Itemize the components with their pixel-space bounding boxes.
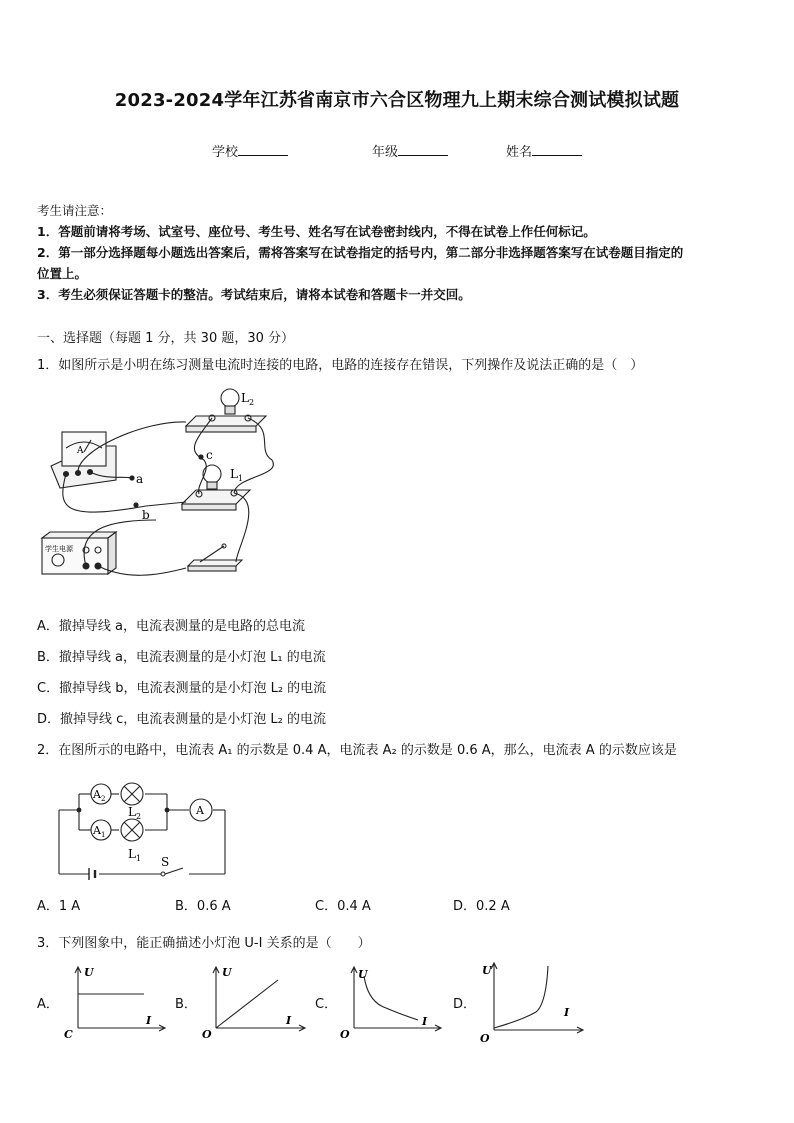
axis-u: U xyxy=(222,966,232,979)
label-meter: A xyxy=(77,446,84,456)
grade-label: 年级 xyxy=(372,145,399,160)
q3-graph-d xyxy=(478,958,588,1044)
origin: C xyxy=(64,1028,73,1041)
q1-option-d: D．撤掉导线 c，电流表测量的是小灯泡 L₂ 的电流 xyxy=(37,712,327,727)
q1-circuit-figure xyxy=(36,380,286,580)
label-a: A xyxy=(196,804,204,817)
page-title: 2023-2024学年江苏省南京市六合区物理九上期末综合测试模拟试题 xyxy=(114,90,680,111)
origin: O xyxy=(340,1028,350,1041)
q2-option-b: B．0.6 A xyxy=(175,899,231,914)
label-s: S xyxy=(161,855,170,869)
notice-heading: 考生请注意： xyxy=(37,203,113,218)
switch-icon xyxy=(188,544,242,571)
label-supply: 学生电源 xyxy=(45,545,73,553)
q1-option-a: A．撤掉导线 a，电流表测量的是电路的总电流 xyxy=(37,619,305,634)
axis-u: U xyxy=(482,964,492,977)
q2-option-d: D．0.2 A xyxy=(453,899,510,914)
label-l2: $L_2$ xyxy=(128,805,142,821)
q2-option-c: C．0.4 A xyxy=(315,899,371,914)
notice-item: 位置上。 xyxy=(37,266,88,281)
label-a1: $A_1$ xyxy=(93,824,106,839)
label-c: c xyxy=(206,448,213,462)
q3-option-a-label: A． xyxy=(37,997,59,1012)
q2-option-a: A．1 A xyxy=(37,899,81,914)
axis-i: I xyxy=(146,1014,152,1027)
school-blank xyxy=(238,143,288,156)
label-b: b xyxy=(142,508,150,522)
axis-i: I xyxy=(422,1015,428,1028)
curve-b xyxy=(216,980,278,1028)
q1-option-c: C．撤掉导线 b，电流表测量的是小灯泡 L₂ 的电流 xyxy=(37,681,327,696)
axis-u: U xyxy=(84,966,94,979)
school-label: 学校 xyxy=(212,145,239,160)
label-a: a xyxy=(136,472,144,486)
notice-item: 2．第一部分选择题每小题选出答案后，需将答案写在试卷指定的括号内，第二部分非选择题答案写在试卷题目指定的 xyxy=(37,245,684,260)
q3-option-c-label: C． xyxy=(315,997,338,1012)
q3-graph-a xyxy=(62,962,172,1042)
lamp-l1-icon xyxy=(182,465,250,510)
label-l1: $L_1$ xyxy=(128,847,142,863)
curve-d xyxy=(494,966,548,1028)
origin: O xyxy=(480,1032,490,1044)
notice-item: 1．答题前请将考场、试室号、座位号、考生号、姓名写在试卷密封线内，不得在试卷上作任何标记。 xyxy=(37,224,596,239)
q3-option-d-label: D． xyxy=(453,997,477,1012)
axis-i: I xyxy=(286,1014,292,1027)
school-field xyxy=(212,141,288,160)
axis-i: I xyxy=(564,1006,570,1019)
curve-c xyxy=(364,976,418,1020)
q3-graph-b xyxy=(200,962,310,1042)
lamp-l2-icon xyxy=(186,389,266,432)
notice-item: 3．考生必须保证答题卡的整洁。考试结束后，请将本试卷和答题卡一并交回。 xyxy=(37,287,471,302)
q3-graph-c xyxy=(338,962,448,1042)
label-l2: $L_2$ xyxy=(241,391,255,407)
name-blank xyxy=(532,143,582,156)
name-field xyxy=(506,141,582,160)
q3-option-b-label: B． xyxy=(175,997,197,1012)
name-label: 姓名 xyxy=(506,145,533,160)
origin: O xyxy=(202,1028,212,1041)
label-a2: $A_2$ xyxy=(93,788,106,803)
label-l1: $L_1$ xyxy=(230,467,244,483)
section-heading: 一、选择题（每题 1 分，共 30 题，30 分） xyxy=(37,331,295,346)
q1-option-b: B．撤掉导线 a，电流表测量的是小灯泡 L₁ 的电流 xyxy=(37,650,326,665)
q2-circuit-figure xyxy=(55,776,235,880)
grade-blank xyxy=(398,143,448,156)
q1-stem: 1．如图所示是小明在练习测量电流时连接的电路，电路的连接存在错误，下列操作及说法正确的是（ ） xyxy=(37,358,644,373)
grade-field xyxy=(372,141,448,160)
axis-u: U xyxy=(358,968,368,981)
power-supply-icon xyxy=(42,532,116,574)
notice-block xyxy=(37,200,767,305)
q3-stem: 3．下列图象中，能正确描述小灯泡 U-I 关系的是（ ） xyxy=(37,936,371,951)
q2-stem: 2．在图所示的电路中，电流表 A₁ 的示数是 0.4 A，电流表 A₂ 的示数是 0.6 A，那么，电流表 A 的示数应该是 xyxy=(37,743,677,758)
